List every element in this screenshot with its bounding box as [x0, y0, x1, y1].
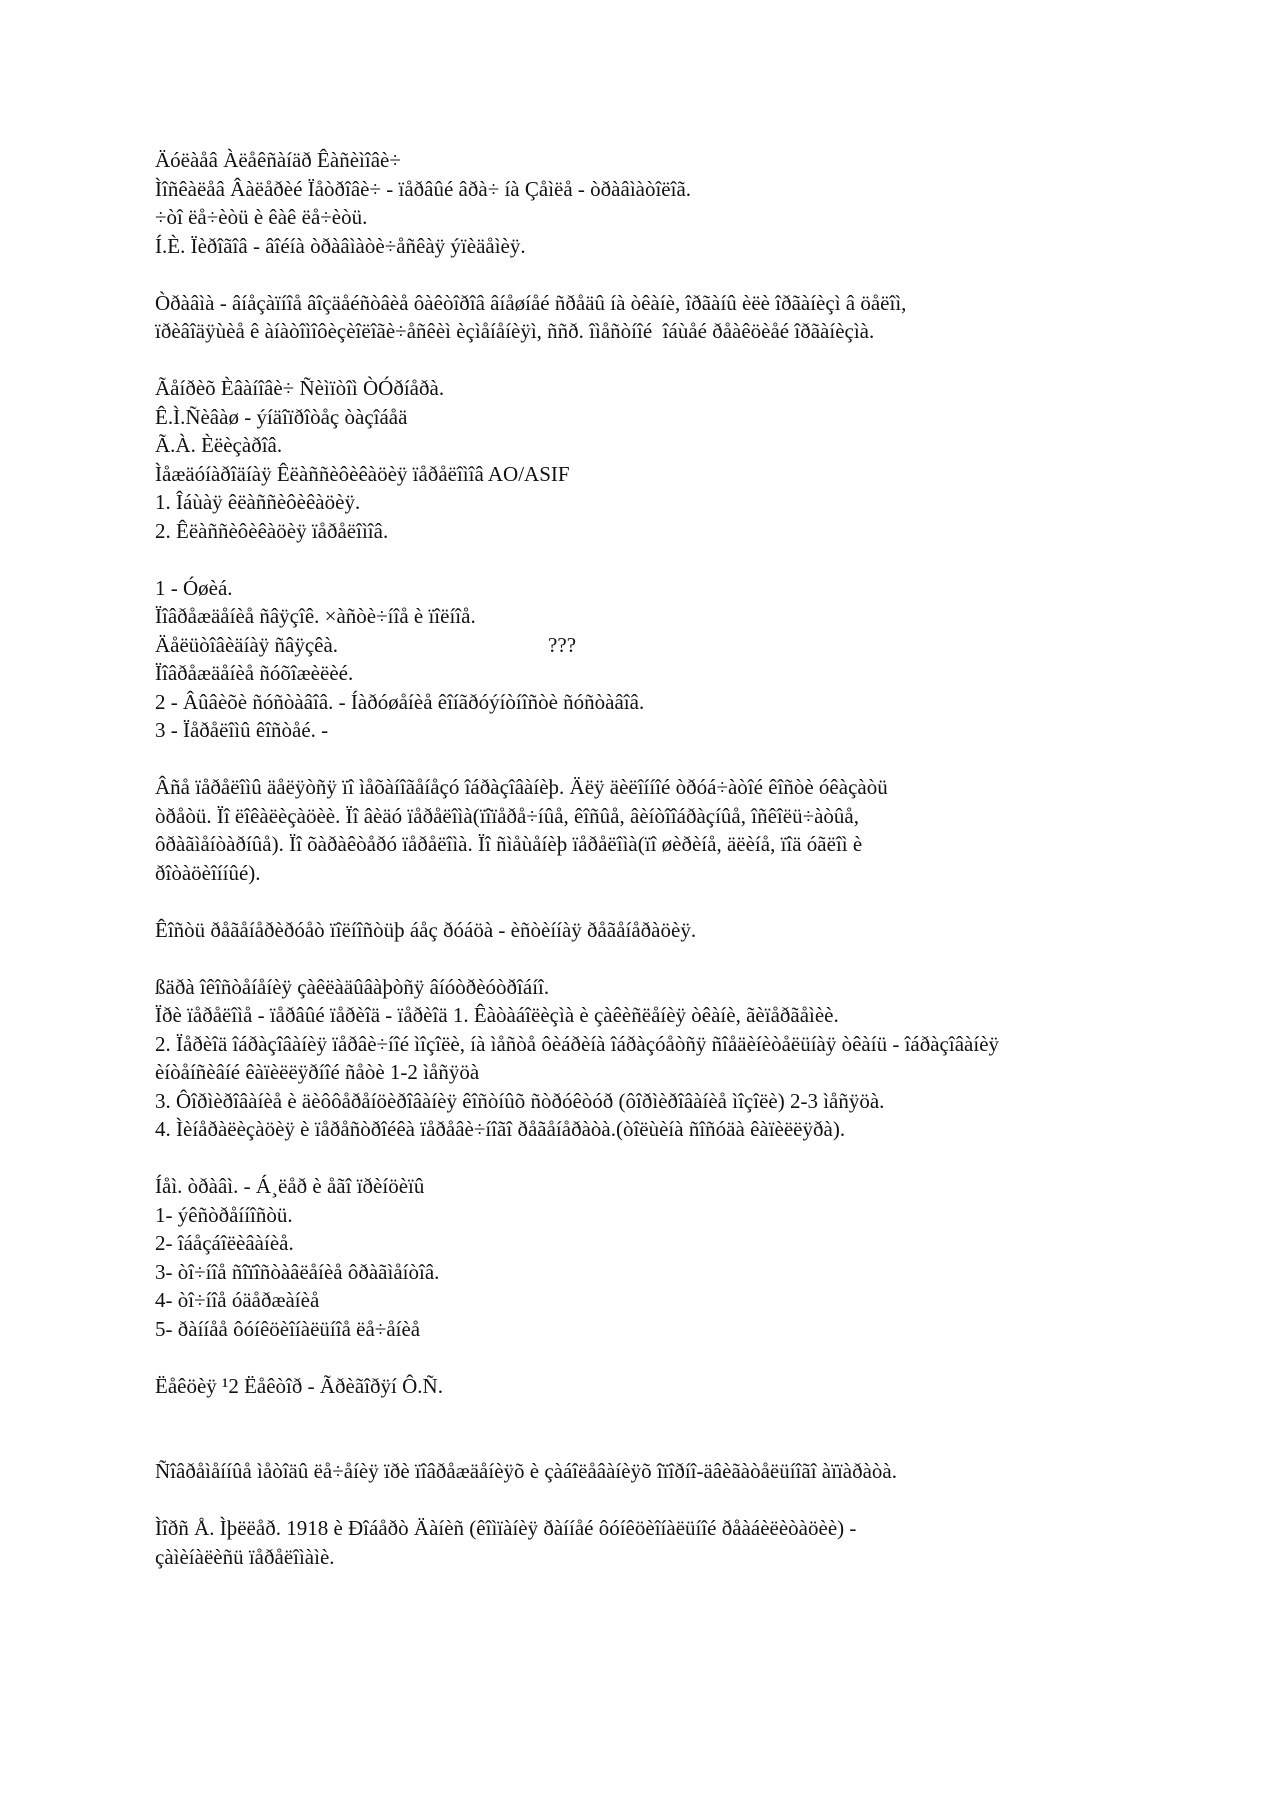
question-marker: ???: [548, 632, 577, 657]
text-line: 2. Êëàññèôèêàöèÿ ïåðåëîìîâ.: [155, 518, 389, 543]
text-line: 1- ýêñòðåííîñòü.: [155, 1202, 293, 1227]
text-line: Í.È. Ïèðîãîâ - âîéíà òðàâìàòè÷åñêàÿ ýïèäåìèÿ.: [155, 233, 526, 258]
text-line: çàìèíàëèñü ïåðåëîìàìè.: [155, 1544, 335, 1569]
text-line: Ã.À. Èëèçàðîâ.: [155, 433, 283, 457]
paragraph-healing-periods: [155, 973, 1155, 1144]
paragraph-injury-list: [155, 574, 1155, 745]
text-line: 4. Ìèíåðàëèçàöèÿ è ïåðåñòðîéêà ïåðåâè÷íîãî ðåãåíåðàòà.(òîëùèíà ñîñóäà êàïèëëÿðà).: [155, 1117, 846, 1141]
text-line: Âñå ïåðåëîìû äåëÿòñÿ ïî ìåõàíîãåíåçó îáðàçîâàíèþ. Äëÿ äèëîííîé òðóá÷àòîé êîñòè óêàçàòü: [155, 775, 888, 799]
text-line: Ïîâðåæäåíèå ñóõîæèëèé.: [155, 661, 354, 685]
text-line: èíòåíñèâíé êàïèëëÿðíîé ñåòè 1-2 ìåñÿöà: [155, 1060, 480, 1084]
text-line: Ãåíðèõ Èâàíîâè÷ Ñèìïòîì ÒÓðíåðà.: [155, 376, 445, 400]
text-line: 2. Ïåðèîä îáðàçîâàíèÿ ïåðâè÷íîé ìîçîëè, íà ìåñòå ôèáðèíà îáðàçóåòñÿ ñîåäèíèòåëüíàÿ òêàíü - îáðàçîâàíèÿ: [155, 1031, 1000, 1056]
document-page: [155, 146, 1155, 1571]
text-line: ÷òî ëå÷èòü è êàê ëå÷èòü.: [155, 205, 368, 229]
text-line: 3- òî÷íîå ñîïîñòàâëåíèå ôðàãìåíòîâ.: [155, 1259, 440, 1284]
text-line: Ïðè ïåðåëîìå - ïåðâûé ïåðèîä - ïåðèîä 1. Êàòàáîëèçìà è çàêèñëåíèÿ òêàíè, ãèïåðãåìèè.: [155, 1003, 839, 1027]
text-line: Òðàâìà - âíåçàïíîå âîçäåéñòâèå ôàêòîðîâ âíåøíåé ñðåäû íà òêàíè, îðãàíû èëè îðãàíèçì â öåëîì,: [155, 290, 907, 315]
text-line: Ìîñêàëåâ Âàëåðèé Ïåòðîâè÷ - ïåðâûé âðà÷ íà Çåìëå - òðàâìàòîëîã.: [155, 176, 692, 201]
text-line: Ñîâðåìåííûå ìåòîäû ëå÷åíèÿ ïðè ïîâðåæäåíèÿõ è çàáîëåâàíèÿõ îïîðíî-äâèãàòåëüíîãî àïïàðàòà.: [155, 1459, 898, 1483]
text-line: Äóëàåâ Àëåêñàíäð Êàñèìîâè÷: [155, 148, 401, 172]
paragraph-regeneration: [155, 916, 1155, 945]
text-line: 5- ðàííåå ôóíêöèîíàëüíîå ëå÷åíèå: [155, 1316, 421, 1341]
paragraph-names: [155, 374, 1155, 545]
text-line: 3 - Ïåðåëîìû êîñòåé. -: [155, 718, 329, 742]
text-line: Ïîâðåæäåíèå ñâÿçîê. ×àñòè÷íîå è ïîëíîå.: [155, 604, 476, 628]
text-line-content: Äåëüòîâèäíàÿ ñâÿçêà.: [155, 632, 339, 657]
paragraph-principles: [155, 1172, 1155, 1343]
text-line: 3. Ôîðìèðîâàíèå è äèôôåðåíöèðîâàíèÿ êîñòíûõ ñòðóêòóð (ôîðìèðîâàíèå ìîçîëè) 2-3 ìåñÿöà.: [155, 1088, 885, 1113]
paragraph-intro: [155, 146, 1155, 260]
text-line: Ê.Ì.Ñèâàø - ýíäîïðîòåç òàçîáåä: [155, 404, 408, 429]
paragraph-fractures: [155, 773, 1155, 887]
paragraph-modern-methods: [155, 1457, 1155, 1486]
text-line: ôðàãìåíòàðíûå). Ïî õàðàêòåðó ïåðåëîìà. Ïî ñìåùåíèþ ïåðåëîìà(ïî øèðèíå, äëèíå, ïîä óãëîì è: [155, 832, 863, 856]
paragraph-lecture-heading: [155, 1372, 1155, 1401]
text-line: Íåì. òðàâì. - Á¸ëåð è åãî ïðèíöèïû: [155, 1174, 425, 1198]
text-line: Ìåæäóíàðîäíàÿ Êëàññèôèêàöèÿ ïåðåëîìîâ AO/ASIF: [155, 461, 570, 486]
text-line: ðîòàöèîííûé).: [155, 860, 261, 885]
text-line: 1. Îáùàÿ êëàññèôèêàöèÿ.: [155, 490, 361, 514]
text-line: 4- òî÷íîå óäåðæàíèå: [155, 1288, 320, 1312]
text-line: Êîñòü ðåãåíåðèðóåò ïîëíîñòüþ áåç ðóáöà - èñòèííàÿ ðåãåíåðàöèÿ.: [155, 917, 697, 942]
text-line: 1 - Óøèá.: [155, 575, 233, 600]
paragraph-history: [155, 1514, 1155, 1571]
text-line: Ìîðñ Å. Ìþëëåð. 1918 è Ðîáåðò Äàíèñ (êîìïàíèÿ ðàííåé ôóíêöèîíàëüíîé ðåàáèëèòàöèè) -: [155, 1516, 857, 1540]
text-line: ßäðà îêîñòåíåíèÿ çàêëàäûâàþòñÿ âíóòðèóòðîáíî.: [155, 974, 550, 999]
text-line: 2 - Âûâèõè ñóñòàâîâ. - Íàðóøåíèå êîíãðóýíòíîñòè ñóñòàâîâ.: [155, 689, 645, 714]
text-line: [155, 631, 1155, 660]
paragraph-definition: [155, 289, 1155, 346]
text-line: òðåòü. Ïî ëîêàëèçàöèè. Ïî âèäó ïåðåëîìà(ïîïåðå÷íûå, êîñûå, âèíòîîáðàçíûå, îñêîëü÷àòûå,: [155, 803, 859, 828]
text-line: 2- îáåçáîëèâàíèå.: [155, 1231, 294, 1255]
text-line: Ëåêöèÿ ¹2 Ëåêòîð - Ãðèãîðÿí Ô.Ñ.: [155, 1373, 443, 1398]
text-line: ïðèâîäÿùèå ê àíàòîìîôèçèîëîãè÷åñêèì èçìåíåíèÿì, ññð. îìåñòíîé îáùåé ðåàêöèåé îðãàíèçìà.: [155, 319, 875, 343]
